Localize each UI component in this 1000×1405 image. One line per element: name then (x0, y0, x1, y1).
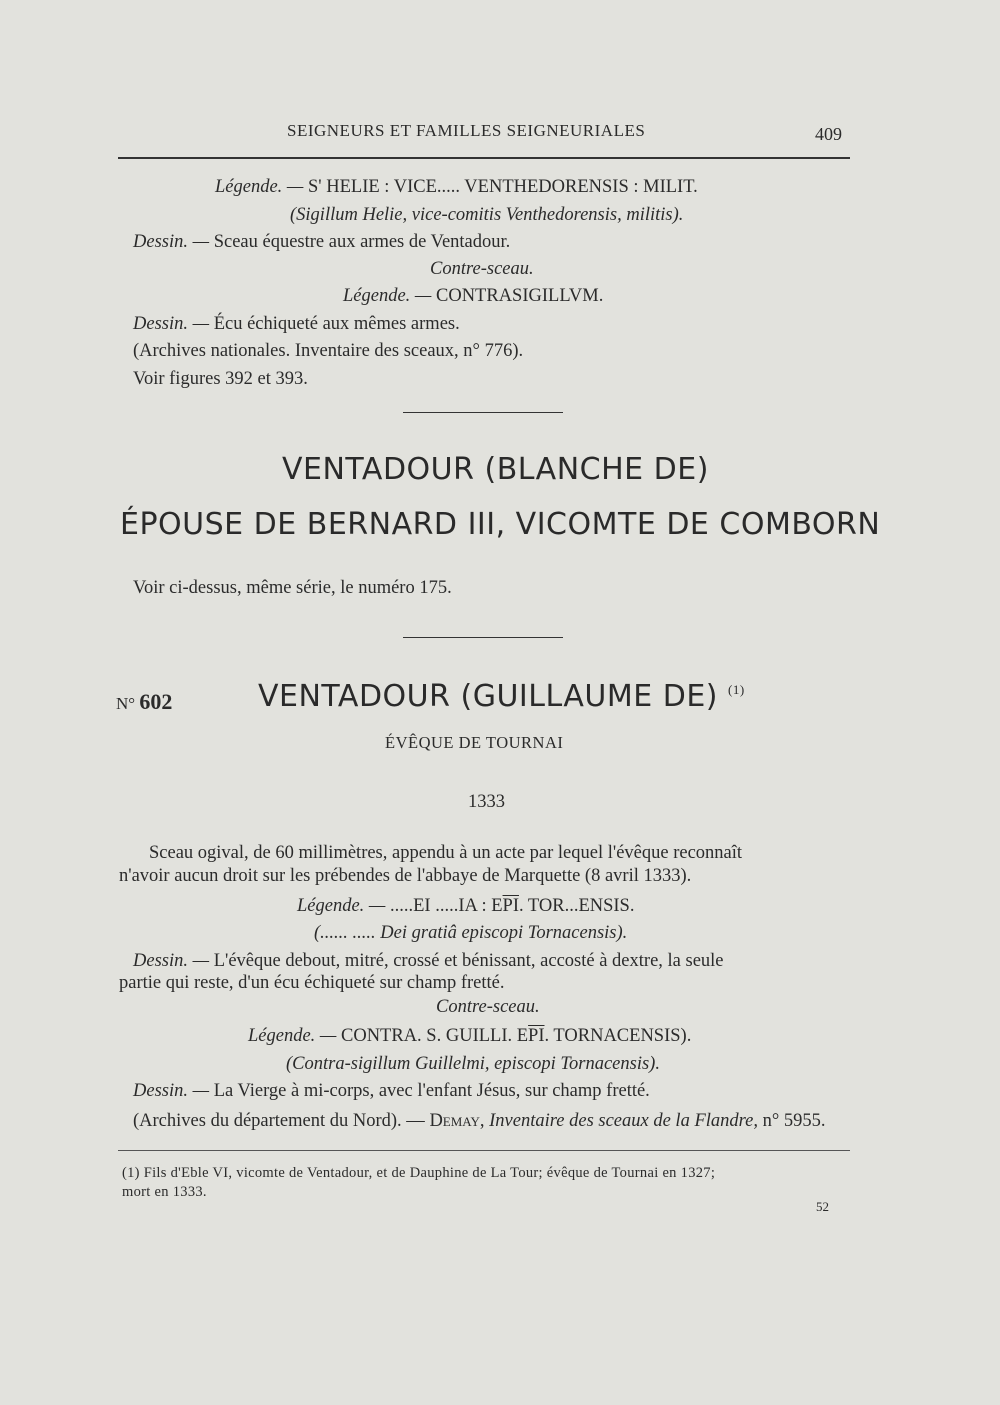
source-title: Inventaire des sceaux de la Flandre, (489, 1111, 758, 1131)
dessin2-text: Écu échiqueté aux mêmes armes. (213, 314, 460, 334)
seal-legende-expansion: (...... ..... Dei gratiâ episcopi Tornacensis). (314, 923, 628, 943)
source-author: Demay, (429, 1111, 485, 1131)
seal-dessin-line1 (133, 951, 724, 972)
seal-contre-sceau: Contre-sceau. (436, 997, 540, 1017)
seal-year: 1333 (468, 792, 505, 812)
dessin2-text: La Vierge à mi-corps, avec l'enfant Jésus, sur champ fretté. (213, 1081, 650, 1101)
section-divider-2 (403, 637, 563, 638)
legende-label: Légende. — (297, 896, 386, 916)
seal-dessin2-line (133, 1081, 650, 1102)
entry-number-prefix: N° (116, 694, 136, 713)
footnote-rule (118, 1150, 850, 1151)
dessin-label: Dessin. — (133, 951, 210, 971)
section-divider (403, 412, 563, 413)
footnote-line1: (1) Fils d'Eble VI, vicomte de Ventadour, et de Dauphine de La Tour; évêque de Tournai en 1327; (122, 1165, 716, 1181)
guillaume-subtitle: ÉVÊQUE DE TOURNAI (385, 733, 564, 752)
guillaume-title-line (258, 679, 745, 714)
dessin-text: Sceau équestre aux armes de Ventadour. (213, 232, 511, 252)
dessin2-label: Dessin. — (133, 1081, 210, 1101)
prev-dessin-line (133, 232, 510, 253)
running-title: SEIGNEURS ET FAMILLES SEIGNEURIALES (287, 121, 646, 140)
entry-number-value: 602 (139, 689, 173, 714)
seal-legende-line (297, 896, 634, 917)
seal-dessin-line2: partie qui reste, d'un écu échiqueté sur champ fretté. (119, 973, 505, 993)
legende2-text: CONTRASIGILLVM. (436, 286, 604, 306)
seal-description-line2: n'avoir aucun droit sur les prébendes de l'abbaye de Marquette (8 avril 1333). (119, 866, 692, 886)
prev-dessin2-line (133, 314, 460, 335)
blanche-subtitle: ÉPOUSE DE BERNARD III, VICOMTE DE COMBORN (120, 507, 881, 542)
prev-contre-sceau: Contre-sceau. (430, 259, 534, 279)
dessin-label: Dessin. — (133, 232, 210, 252)
dessin-text: L'évêque debout, mitré, crossé et bénissant, accosté à dextre, la seule (213, 951, 724, 971)
prev-voir-figures: Voir figures 392 et 393. (133, 369, 308, 389)
footnote-line2: mort en 1333. (122, 1184, 207, 1200)
header-rule (118, 157, 850, 159)
seal-description-line1: Sceau ogival, de 60 millimètres, appendu à un acte par lequel l'évêque reconnaît (149, 843, 743, 863)
blanche-title: VENTADOUR (BLANCHE DE) (282, 452, 709, 487)
legende-text-a: .....EI .....IA : E (390, 896, 503, 916)
blanche-note: Voir ci-dessus, même série, le numéro 175. (133, 578, 452, 598)
source-number: n° 5955. (762, 1111, 826, 1131)
page-number: 409 (815, 124, 842, 144)
dessin2-label: Dessin. — (133, 314, 210, 334)
seal-legende2-expansion: (Contra-sigillum Guillelmi, episcopi Tornacensis). (286, 1054, 660, 1074)
legende2-label: Légende. — (343, 286, 432, 306)
legende-text-c: . TOR...ENSIS. (518, 896, 635, 916)
signature-mark: 52 (816, 1199, 829, 1214)
prev-source: (Archives nationales. Inventaire des sceaux, n° 776). (133, 341, 524, 361)
prev-legende-line (215, 177, 698, 198)
entry-number (116, 689, 172, 715)
legende2-label: Légende. — (248, 1026, 337, 1046)
seal-legende2-line (248, 1026, 691, 1047)
footnote-ref: (1) (728, 682, 745, 697)
prev-legende2-line (343, 286, 603, 307)
seal-source-line (133, 1111, 826, 1132)
source-archive: (Archives du département du Nord). — (133, 1111, 425, 1131)
legende-label: Légende. — (215, 177, 304, 197)
prev-legende-expansion: (Sigillum Helie, vice-comitis Venthedorensis, militis). (290, 205, 684, 225)
legende2-text-a: CONTRA. S. GUILLI. E (341, 1026, 529, 1046)
legende-text-b: $\overline{PI}$ (502, 896, 519, 916)
legende-text: S' HELIE : VICE..... VENTHEDORENSIS : MILIT. (308, 177, 698, 197)
legende2-text-b: $\overline{PI}$ (528, 1026, 545, 1046)
legende2-text-c: . TORNACENSIS). (544, 1026, 692, 1046)
guillaume-title: VENTADOUR (GUILLAUME DE) (258, 679, 718, 714)
